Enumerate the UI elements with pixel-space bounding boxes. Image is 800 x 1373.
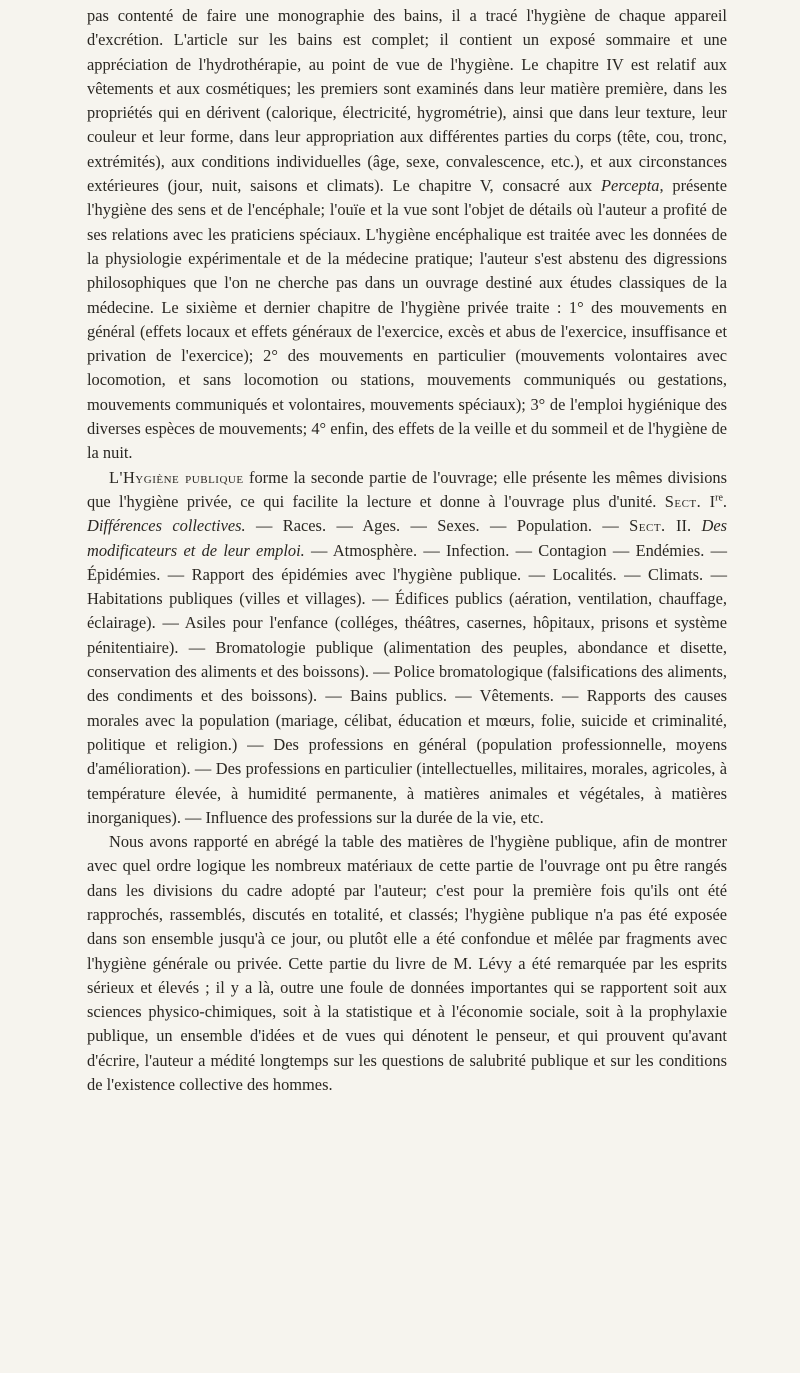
italic-differences-collectives: Différences collectives. bbox=[87, 516, 246, 536]
italic-modificateurs: Des modificateurs et de leur emploi. bbox=[87, 516, 727, 560]
smallcaps-sect-1: Sect. bbox=[664, 491, 702, 511]
paragraph-2-list-2: — Atmosphère. — Infection. — Contagion — Endémies. — Épidémies. — Rapport des épidémies avec l'hygiène publique. — Localités. — Climats. — Habitations publiques (villes et villages). — Édifices publics (aération, ventilation, chauffage, éclairage). — Asiles pour l'enfance (colléges, théâtres, casernes, hôpitaux, prisons et système pénitentiaire). — Bromatologie publique (alimentation des peuples, abondance et disette, conservation des aliments et des boissons). — Police bromatologique (falsifications des aliments, des condiments et des boissons). — Bains publics. — Vêtements. — Rapports des causes morales avec la population (mariage, célibat, éducation et mœurs, folie, suicide et criminalité, politique et religion.) — Des professions en général (population professionnelle, moyens d'amélioration). — Des professions en particulier (intellectuelles, militaires, morales, agricoles, à température élevée, à humidité permanente, à matières animales et végétales, à matières inorganiques). — Influence des professions sur la durée de la vie, etc. bbox=[87, 540, 727, 827]
page-text bbox=[87, 4, 727, 1097]
paragraph-2-list-1: — Races. — Ages. — Sexes. — Population. — bbox=[245, 516, 630, 536]
section-number-1: I bbox=[701, 491, 716, 511]
paragraph-conclusion bbox=[87, 830, 727, 1097]
paragraph-hygiene-privee bbox=[87, 4, 727, 466]
smallcaps-sect-2: Sect. bbox=[629, 516, 666, 536]
smallcaps-hygiene-publique: L'Hygiène publique bbox=[109, 467, 244, 487]
paragraph-hygiene-publique bbox=[87, 466, 727, 830]
paragraph-3-text: Nous avons rapporté en abrégé la table des matières de l'hygiène publique, afin de montrer avec quel ordre logique les nombreux matériaux de cette partie de l'ouvrage ont pu être rangés dans les divisions du cadre adopté par l'auteur; c'est pour la première fois qu'ils ont été rapprochés, rassemblés, discutés en totalité, et classés; l'hygiène publique n'a pas été exposée dans son ensemble jusqu'à ce jour, ou plutôt elle a été confondue et mêlée par fragments avec l'hygiène générale ou privée. Cette partie du livre de M. Lévy a été remarquée par les esprits sérieux et élevés ; il y a là, outre une foule de données importantes qui se rapportent soit aux sciences physico-chimiques, soit à la statistique et à l'économie sociale, soit à la prophylaxie publique, un ensemble d'idées et de vues qui dénotent le penseur, et qui prouvent qu'avant d'écrire, l'auteur a médité longtemps sur les questions de salubrité publique et sur les conditions de l'existence collective des hommes. bbox=[87, 832, 727, 1095]
paragraph-1-text: pas contenté de faire une monographie des bains, il a tracé l'hygiène de chaque appareil d'excrétion. L'article sur les bains est complet; il contient un exposé sommaire et une appréciation de l'hydrothérapie, au point de vue de l'hygiène. Le chapitre IV est relatif aux vêtements et aux cosmétiques; les premiers sont examinés dans leur matière première, dans les propriétés qui en dérivent (calorique, électricité, hygrométrie), ainsi que dans leur texture, leur couleur et leur forme, dans leur appropriation aux différentes parties du corps (tête, cou, tronc, extrémités), aux conditions individuelles (âge, sexe, convalescence, etc.), et aux circonstances extérieures (jour, nuit, saisons et climats). Le chapitre V, consacré aux bbox=[87, 6, 727, 196]
paragraph-2-text: forme la seconde partie de l'ouvrage; elle présente les mêmes divisions que l'hygiène privée, ce qui facilite la lecture et donne à l'ouvrage plus d'unité. bbox=[87, 467, 727, 511]
paragraph-1-text-continued: , présente l'hygiène des sens et de l'encéphale; l'ouïe et la vue sont l'objet de détails où l'auteur a profité de ses relations avec les praticiens spéciaux. L'hygiène encéphalique est traitée avec les données de la physiologie expérimentale et de la médecine pratique; l'auteur s'est abstenu des digressions philosophiques que l'on ne cherche pas dans un ouvrage destiné aux études classiques de la médecine. Le sixième et dernier chapitre de l'hygiène privée traite : 1° des mouvements en général (effets locaux et effets généraux de l'exercice, excès et abus de l'exercice, insuffisance et privation de l'exercice); 2° des mouvements en particulier (mouvements volontaires avec locomotion, et sans locomotion ou stations, mouvements communiqués ou gestations, mouvements communiqués et volontaires, mouvements spéciaux); 3° de l'emploi hygiénique des diverses espèces de mouvements; 4° enfin, des effets de la veille et du sommeil et de l'hygiène de la nuit. bbox=[87, 176, 727, 463]
italic-percepta: Percepta bbox=[600, 176, 660, 196]
superscript-re: re bbox=[715, 492, 723, 504]
paragraph-2-period: . bbox=[722, 491, 728, 511]
section-number-2: II. bbox=[665, 516, 702, 536]
